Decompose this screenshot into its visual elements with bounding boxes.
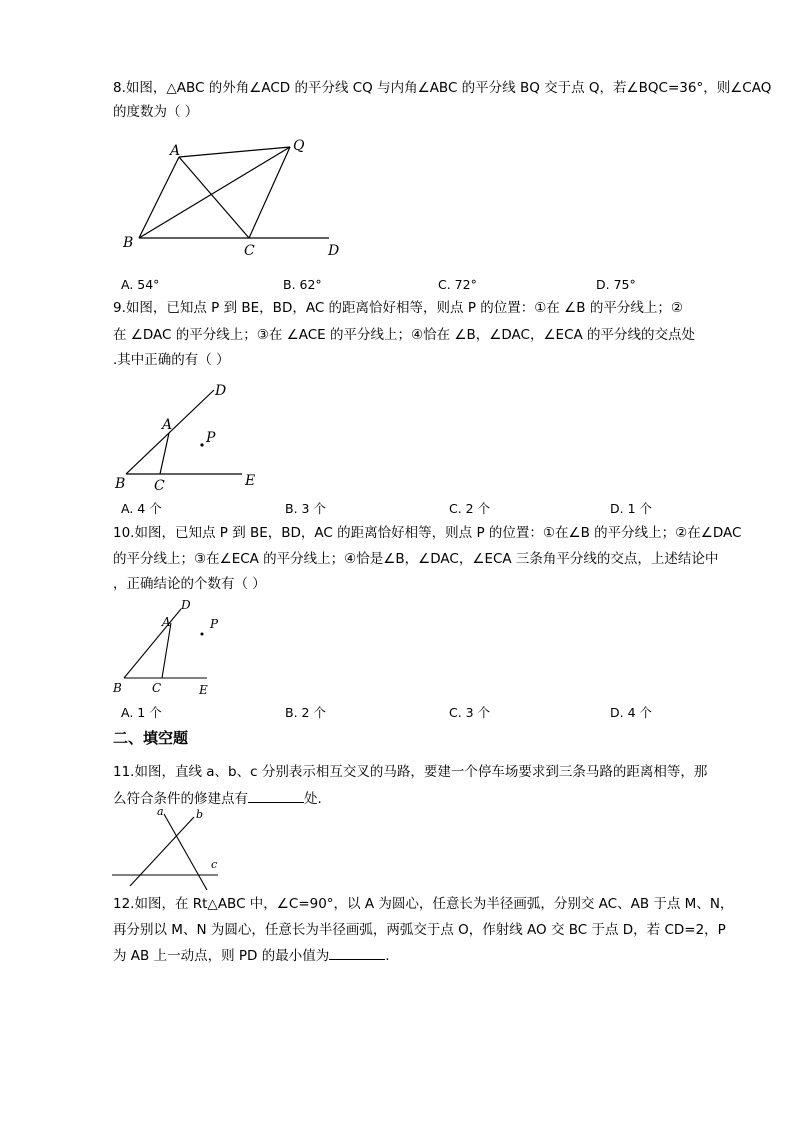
q9-option-d[interactable]: D. 1 个 xyxy=(610,501,652,516)
q10-figure xyxy=(110,597,230,699)
q9-label-d: D xyxy=(215,383,227,399)
q9-line1: 9.如图，已知点 P 到 BE，BD，AC 的距离恰好相等，则点 P 的位置：①在 ∠B 的平分线上；② xyxy=(113,300,683,316)
q8-label-a: A xyxy=(170,143,181,159)
q12-line3 xyxy=(113,945,390,966)
q8-label-d: D xyxy=(328,243,340,259)
q8-label-c: C xyxy=(244,243,255,259)
q10-line-ac xyxy=(162,623,171,678)
q8-label-b: B xyxy=(123,235,134,251)
q9-label-c: C xyxy=(154,478,165,493)
q8-option-d[interactable]: D. 75° xyxy=(596,277,636,292)
q8-option-b[interactable]: B. 62° xyxy=(283,277,322,292)
q12-answer-blank[interactable] xyxy=(329,945,385,960)
q12-line3-text: 为 AB 上一动点，则 PD 的最小值为 xyxy=(113,948,330,964)
q9-line-ac xyxy=(160,433,169,474)
q12-line2: 再分别以 M、N 为圆心，任意长为半径画弧，两弧交于点 O，作射线 AO 交 BC 于点 D，若 CD=2，P xyxy=(113,922,726,938)
q10-label-b: B xyxy=(113,681,122,695)
q9-line3: .其中正确的有（ ） xyxy=(113,352,230,368)
q10-label-p: P xyxy=(210,617,219,631)
q12-line3-end: . xyxy=(385,948,390,964)
q10-label-c: C xyxy=(152,681,162,695)
q10-option-b[interactable]: B. 2 个 xyxy=(285,705,326,720)
q10-option-d[interactable]: D. 4 个 xyxy=(610,705,652,720)
q9-label-e: E xyxy=(245,473,256,489)
q9-figure xyxy=(112,378,272,493)
q10-point-p xyxy=(201,633,204,636)
q11-line-b xyxy=(130,817,194,886)
q10-option-a[interactable]: A. 1 个 xyxy=(121,705,162,720)
q11-figure xyxy=(110,806,225,890)
q8-line-aq xyxy=(179,147,290,157)
q8-option-c[interactable]: C. 72° xyxy=(438,277,477,292)
q8-option-a[interactable]: A. 54° xyxy=(121,277,160,292)
q8-line-cq xyxy=(249,147,290,238)
q12-line1: 12.如图，在 Rt△ABC 中，∠C=90°，以 A 为圆心，任意长为半径画弧，分别交 AC、AB 于点 M、N， xyxy=(113,896,734,912)
q8-line2: 的度数为（ ） xyxy=(113,104,199,120)
q8-label-q: Q xyxy=(293,138,305,154)
q11-line2-end: 处. xyxy=(304,791,322,807)
q9-label-b: B xyxy=(115,476,126,492)
q8-line-ac xyxy=(179,157,249,238)
q10-line1: 10.如图，已知点 P 到 BE，BD，AC 的距离恰好相等，则点 P 的位置：①在∠B 的平分线上；②在∠DAC xyxy=(113,525,742,541)
q9-point-p xyxy=(200,443,203,446)
section-title-fill-in: 二、填空题 xyxy=(113,729,189,747)
q10-label-a: A xyxy=(162,615,171,629)
q9-line2: 在 ∠DAC 的平分线上；③在 ∠ACE 的平分线上；④恰在 ∠B，∠DAC，∠ECA 的平分线的交点处 xyxy=(113,327,696,343)
q10-line-bd xyxy=(124,609,181,678)
q11-label-a: a xyxy=(157,806,164,818)
q11-answer-blank[interactable] xyxy=(248,788,304,803)
q10-option-c[interactable]: C. 3 个 xyxy=(449,705,491,720)
q8-figure xyxy=(115,135,355,260)
q9-option-c[interactable]: C. 2 个 xyxy=(449,501,491,516)
q9-label-a: A xyxy=(162,417,173,433)
q9-option-a[interactable]: A. 4 个 xyxy=(121,501,162,516)
q11-line1: 11.如图，直线 a、b、c 分别表示相互交叉的马路，要建一个停车场要求到三条马路的距离相等，那 xyxy=(113,764,708,780)
q10-label-d: D xyxy=(181,598,191,612)
q9-label-p: P xyxy=(206,430,216,446)
q11-line2-text: 么符合条件的修建点有 xyxy=(113,791,248,807)
q11-label-b: b xyxy=(196,808,204,821)
q10-line2: 的平分线上；③在∠ECA 的平分线上；④恰是∠B，∠DAC，∠ECA 三条角平分线的交点，上述结论中 xyxy=(113,551,719,567)
q9-option-b[interactable]: B. 3 个 xyxy=(285,501,326,516)
q8-line1: 8.如图，△ABC 的外角∠ACD 的平分线 CQ 与内角∠ABC 的平分线 BQ 交于点 Q，若∠BQC=36°，则∠CAQ xyxy=(113,80,772,96)
q11-label-c: c xyxy=(211,858,218,871)
q10-label-e: E xyxy=(199,683,208,697)
q10-line3: ，正确结论的个数有（ ） xyxy=(113,576,266,592)
